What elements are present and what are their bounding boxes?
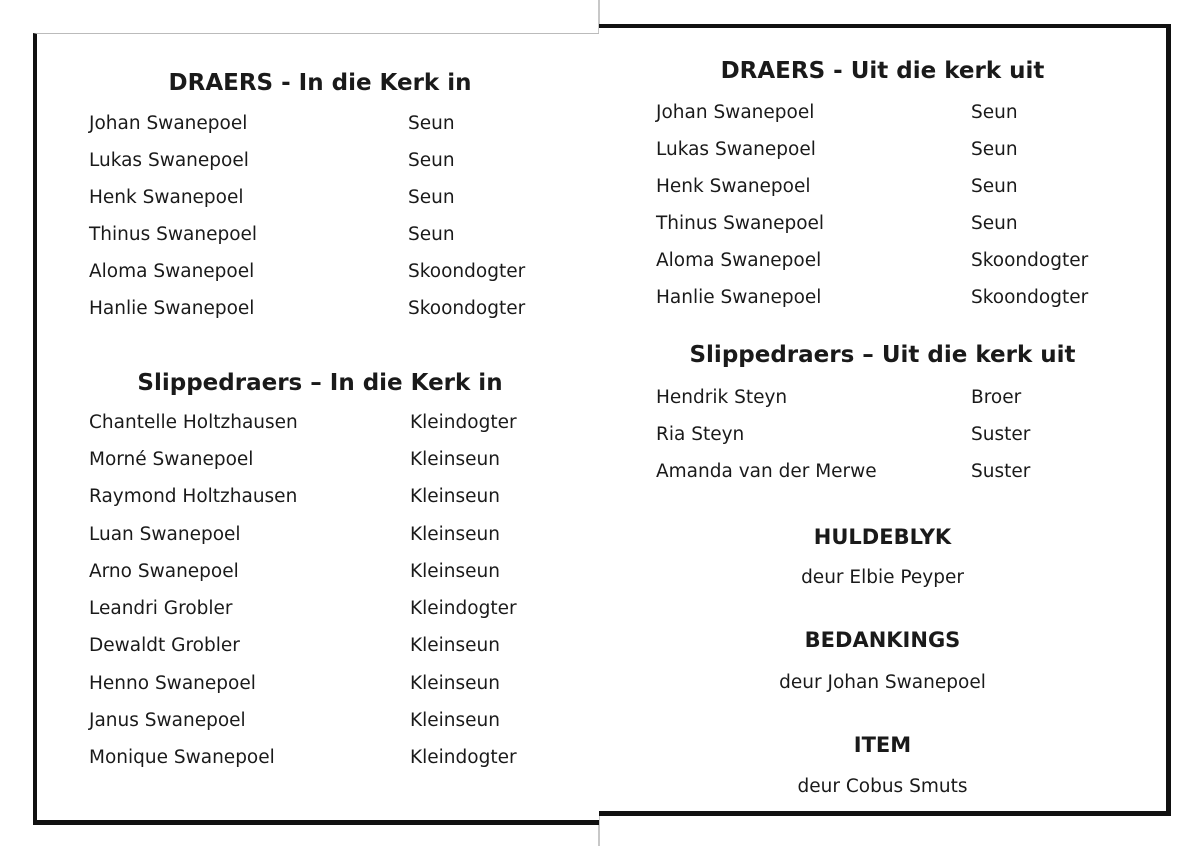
relation: Skoondogter [971,287,1089,308]
slippedraers-in-heading: Slippedraers – In die Kerk in [137,370,503,396]
name: Amanda van der Merwe [656,461,877,482]
name: Henk Swanepoel [89,187,244,208]
relation: Seun [971,213,1018,234]
huldeblyk-title: HULDEBLYK [813,525,952,549]
relation: Skoondogter [408,298,526,319]
relation: Skoondogter [971,250,1089,271]
relation: Seun [408,224,455,245]
item-title: ITEM [853,733,912,757]
relation: Kleinseun [410,673,500,694]
relation: Seun [408,150,455,171]
relation: Kleinseun [410,524,500,545]
name: Johan Swanepoel [89,113,248,134]
relation: Seun [971,102,1018,123]
name: Dewaldt Grobler [89,635,240,656]
name: Hendrik Steyn [656,387,788,408]
relation: Seun [971,176,1018,197]
name: Hanlie Swanepoel [656,287,822,308]
huldeblyk-by: deur Elbie Peyper [801,567,964,588]
relation: Skoondogter [408,261,526,282]
relation: Kleinseun [410,635,500,656]
name: Thinus Swanepoel [656,213,825,234]
name: Aloma Swanepoel [656,250,822,271]
name: Leandri Grobler [89,598,233,619]
relation: Kleindogter [410,412,517,433]
name: Hanlie Swanepoel [89,298,255,319]
right-page [599,24,1171,816]
left-page [33,33,599,825]
name: Thinus Swanepoel [89,224,258,245]
name: Morné Swanepoel [89,449,254,470]
draers-uit-heading: DRAERS - Uit die kerk uit [720,58,1045,84]
relation: Kleinseun [410,486,500,507]
relation: Kleinseun [410,449,500,470]
name: Lukas Swanepoel [89,150,249,171]
draers-in-heading: DRAERS - In die Kerk in [168,70,472,96]
relation: Suster [971,461,1031,482]
name: Arno Swanepoel [89,561,239,582]
relation: Kleindogter [410,598,517,619]
name: Johan Swanepoel [656,102,815,123]
name: Ria Steyn [656,424,745,445]
name: Monique Swanepoel [89,747,275,768]
name: Henk Swanepoel [656,176,811,197]
slippedraers-uit-heading: Slippedraers – Uit die kerk uit [689,342,1076,368]
relation: Kleinseun [410,710,500,731]
bedankings-by: deur Johan Swanepoel [779,672,986,693]
relation: Kleinseun [410,561,500,582]
relation: Seun [971,139,1018,160]
item-by: deur Cobus Smuts [797,776,968,797]
name: Chantelle Holtzhausen [89,412,298,433]
relation: Kleindogter [410,747,517,768]
relation: Seun [408,113,455,134]
name: Janus Swanepoel [89,710,246,731]
relation: Suster [971,424,1031,445]
relation: Seun [408,187,455,208]
bedankings-title: BEDANKINGS [804,628,961,652]
name: Lukas Swanepoel [656,139,816,160]
name: Raymond Holtzhausen [89,486,298,507]
name: Luan Swanepoel [89,524,241,545]
relation: Broer [971,387,1022,408]
name: Henno Swanepoel [89,673,256,694]
name: Aloma Swanepoel [89,261,255,282]
